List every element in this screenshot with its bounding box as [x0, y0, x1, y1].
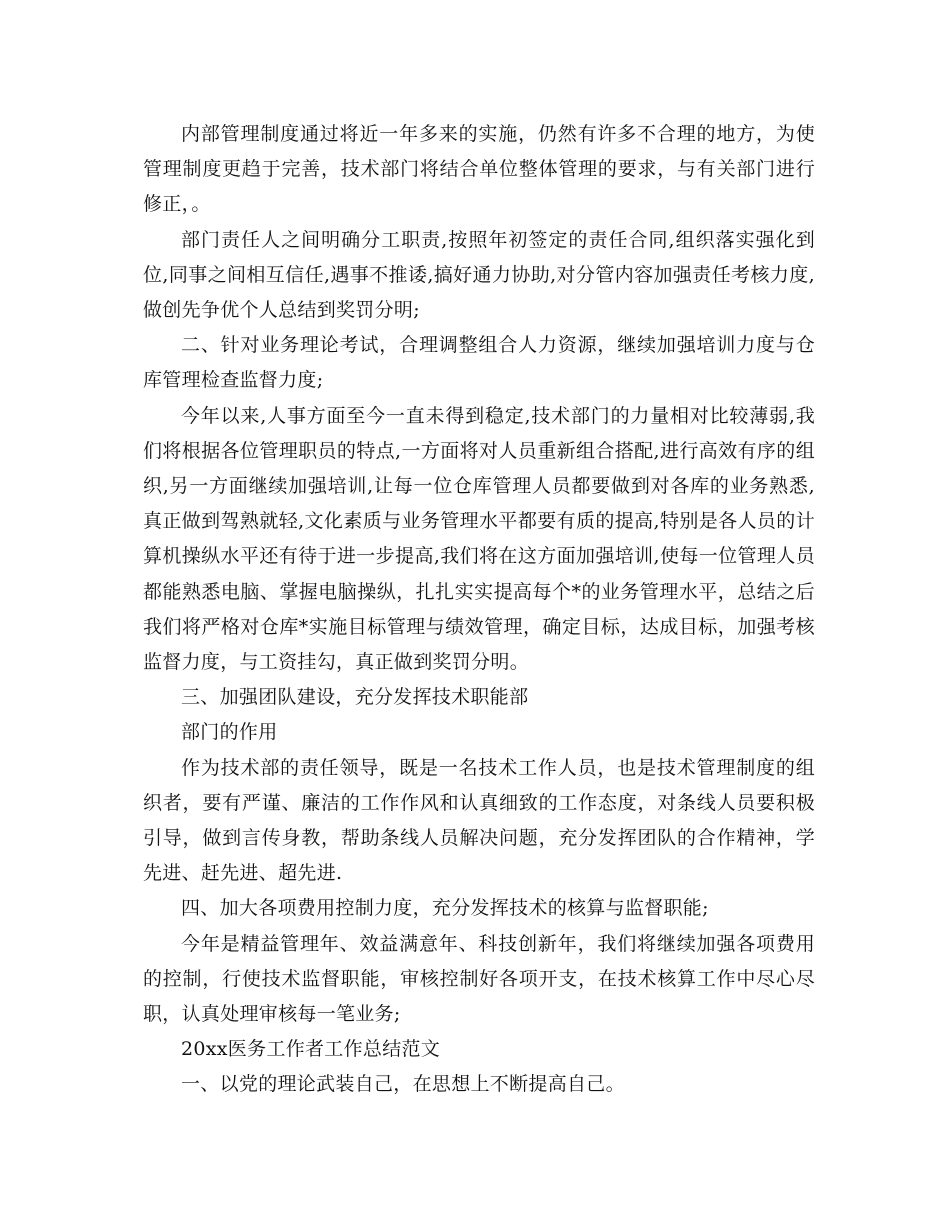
- paragraph-cost-control: 今年是精益管理年、效益满意年、科技创新年，我们将继续加强各项费用的控制，行使技术监督职能，审核控制好各项开支，在技术核算工作中尽心尽职，认真处理审核每一笔业务;: [143, 932, 815, 1026]
- paragraph-leadership-role: 作为技术部的责任领导，既是一名技术工作人员，也是技术管理制度的组织者，要有严谨、廉洁的工作作风和认真细致的工作态度，对条线人员要积极引导，做到言传身教，帮助条线人员解决问题，充分发挥团队的合作精神，学先进、赶先进、超先进.: [143, 756, 815, 885]
- paragraph-section-four: 四、加大各项费用控制力度，充分发挥技术的核算与监督职能;: [181, 897, 709, 920]
- paragraph-section-three-continued: 部门的作用: [181, 721, 278, 744]
- paragraph-responsibility: 部门责任人之间明确分工职责,按照年初签定的责任合同,组织落实强化到位,同事之间相互信任,遇事不推诿,搞好通力协助,对分管内容加强责任考核力度,做创先争优个人总结到奖罚分明;: [143, 228, 815, 322]
- paragraph-management-system: 内部管理制度通过将近一年多来的实施，仍然有许多不合理的地方，为使管理制度更趋于完善，技术部门将结合单位整体管理的要求，与有关部门进行修正，。: [143, 123, 815, 216]
- paragraph-section-one: 一、以党的理论武装自己，在思想上不断提高自己。: [181, 1073, 625, 1096]
- paragraph-personnel-training: 今年以来,人事方面至今一直未得到稳定,技术部门的力量相对比较薄弱,我们将根据各位管理职员的特点,一方面将对人员重新组合搭配,进行高效有序的组织,另一方面继续加强培训,让每一位仓库管理人员都要做到对各库的业务熟悉,真正做到驾熟就轻,文化素质与业务管理水平都要有质的提高,特别是各人员的计算机操纵水平还有待于进一步提高,我们将在这方面加强培训,使每一位管理人员都能熟悉电脑、掌握电脑操纵，扎扎实实提高每个*的业务管理水平，总结之后我们将严格对仓库*实施目标管理与绩效管理，确定目标，达成目标，加强考核监督力度，与工资挂勾，真正做到奖罚分明。: [143, 404, 815, 674]
- document-body: [143, 117, 815, 1103]
- paragraph-section-two: 二、针对业务理论考试，合理调整组合人力资源，继续加强培训力度与仓库管理检查监督力度;: [143, 334, 815, 392]
- paragraph-section-three: 三、加强团队建设，充分发挥技术职能部: [181, 686, 529, 709]
- paragraph-subtitle: 20xx医务工作者工作总结范文: [181, 1038, 441, 1061]
